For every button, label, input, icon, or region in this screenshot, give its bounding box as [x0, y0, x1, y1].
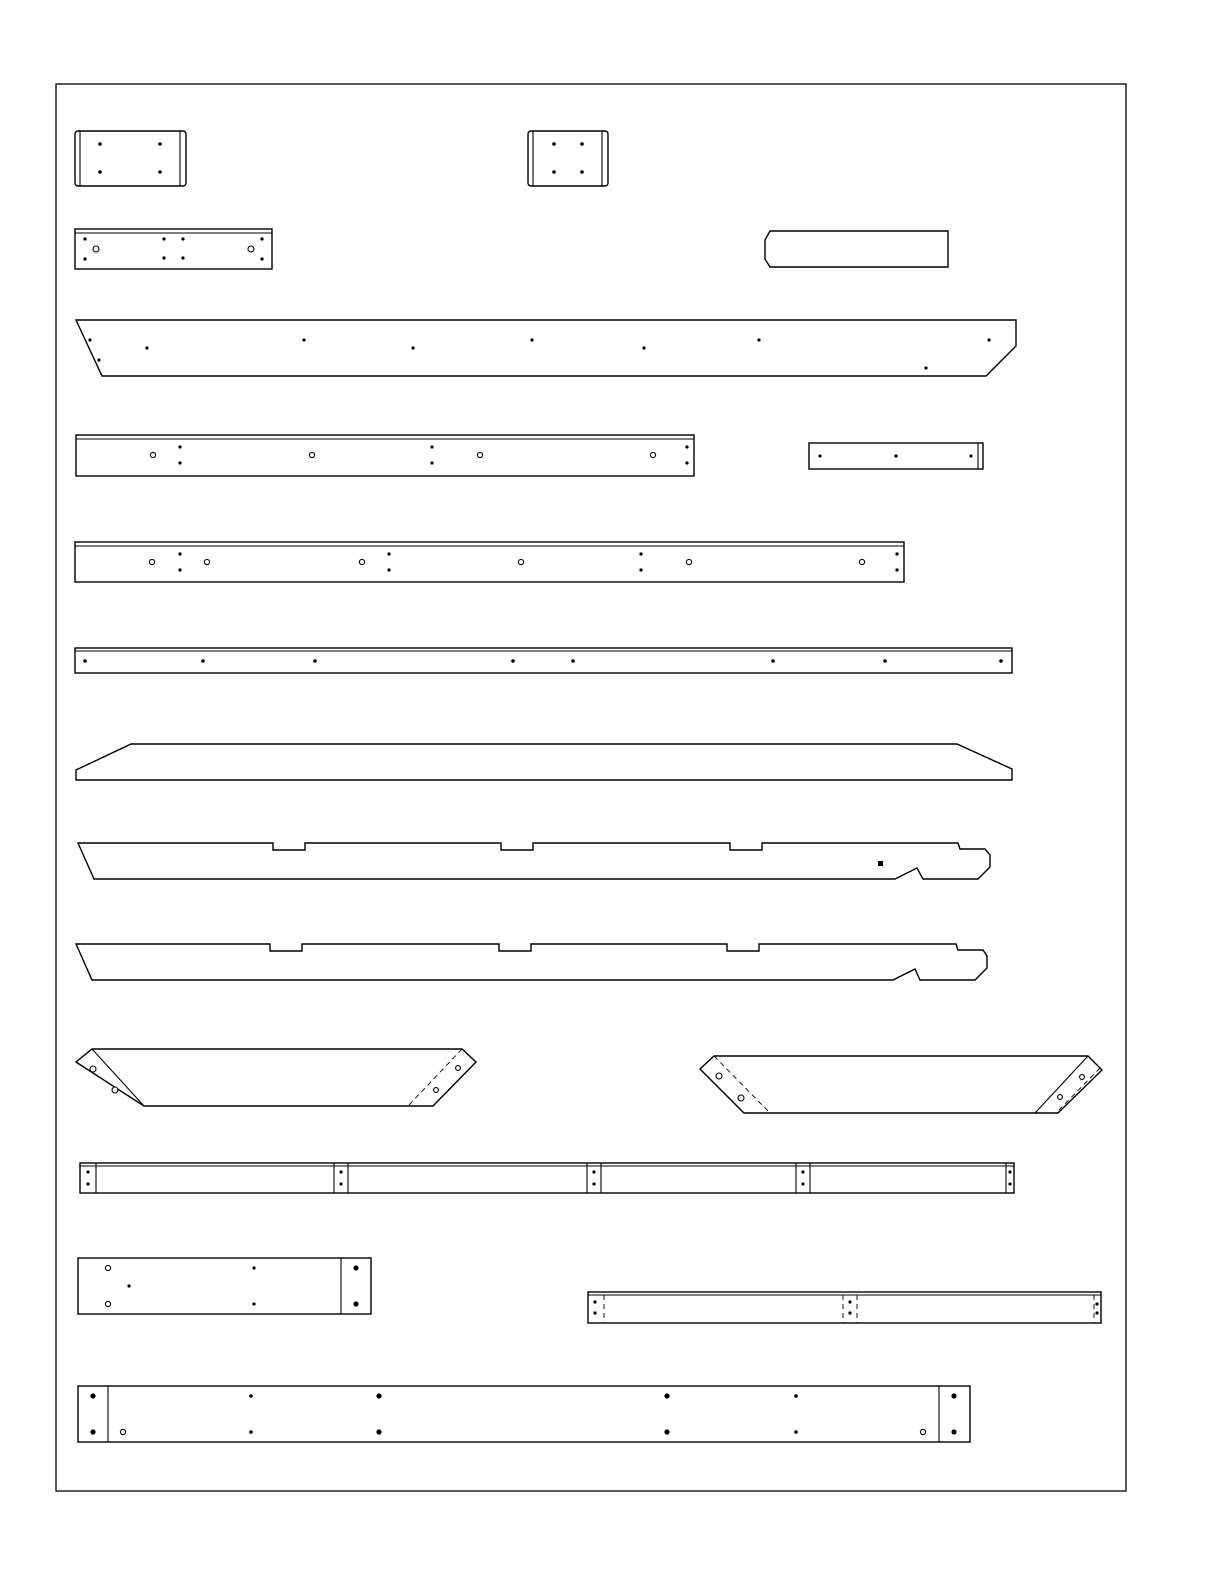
block-b — [528, 131, 608, 186]
stringer-notched-1 — [78, 843, 990, 879]
rail-large — [75, 542, 904, 582]
rail-long-angled — [76, 320, 1016, 376]
spacer-small — [809, 443, 983, 469]
end-panel — [78, 1258, 371, 1314]
plate-short — [75, 229, 272, 269]
strip-thin — [75, 648, 1012, 673]
block-a — [75, 131, 186, 186]
base-beam — [78, 1386, 970, 1442]
brace-right — [700, 1056, 1102, 1113]
plate-chamfer — [765, 231, 948, 267]
board-tapered — [76, 744, 1012, 780]
slat-segmented — [80, 1163, 1014, 1193]
rail-medium — [76, 435, 694, 476]
slat-short-segmented — [588, 1292, 1101, 1323]
stringer-notched-2 — [76, 944, 987, 980]
brace-left — [76, 1049, 476, 1106]
